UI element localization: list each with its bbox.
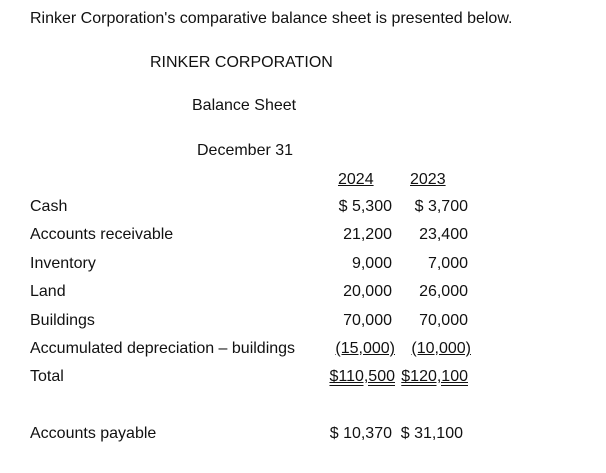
- row-inventory: [0, 253, 606, 275]
- row-label: Buildings: [30, 312, 95, 329]
- row-accumulated-depreciation: [0, 338, 606, 360]
- value-2023: 7,000: [427, 255, 468, 272]
- company-name: RINKER CORPORATION: [150, 54, 333, 71]
- row-accounts-payable: [0, 423, 606, 445]
- value-2024: 21,200: [343, 226, 392, 243]
- row-label: Land: [30, 283, 66, 300]
- value-2024: 20,000: [343, 283, 392, 300]
- value-2023: (10,000): [411, 340, 471, 357]
- row-cash: [0, 196, 606, 218]
- column-header-2024: 2024: [338, 171, 374, 188]
- value-2023: 23,400: [419, 226, 468, 243]
- value-2024: $ 5,300: [338, 198, 392, 215]
- value-2023: $120,100: [401, 368, 468, 385]
- row-label: Accumulated depreciation – buildings: [30, 340, 296, 357]
- value-2024: 70,000: [343, 312, 392, 329]
- row-total: [0, 366, 606, 388]
- statement-title: Balance Sheet: [192, 97, 297, 114]
- row-label: Cash: [30, 198, 68, 215]
- row-label: Accounts receivable: [30, 226, 174, 243]
- row-accounts-receivable: [0, 224, 606, 246]
- value-2024: (15,000): [335, 340, 395, 357]
- row-label: Accounts payable: [30, 425, 157, 442]
- value-2023: $ 31,100: [400, 425, 463, 442]
- value-2024: 9,000: [351, 255, 392, 272]
- row-label: Total: [30, 368, 64, 385]
- intro-text: Rinker Corporation's comparative balance sheet is presented below.: [30, 10, 513, 27]
- row-label: Inventory: [30, 255, 96, 272]
- value-2024: $ 10,370: [329, 425, 392, 442]
- column-header-2023: 2023: [410, 171, 446, 188]
- row-land: [0, 281, 606, 303]
- value-2024: $110,500: [329, 368, 395, 385]
- value-2023: $ 3,700: [414, 198, 468, 215]
- statement-date: December 31: [197, 142, 294, 159]
- value-2023: 70,000: [419, 312, 468, 329]
- value-2023: 26,000: [419, 283, 468, 300]
- row-buildings: [0, 310, 606, 332]
